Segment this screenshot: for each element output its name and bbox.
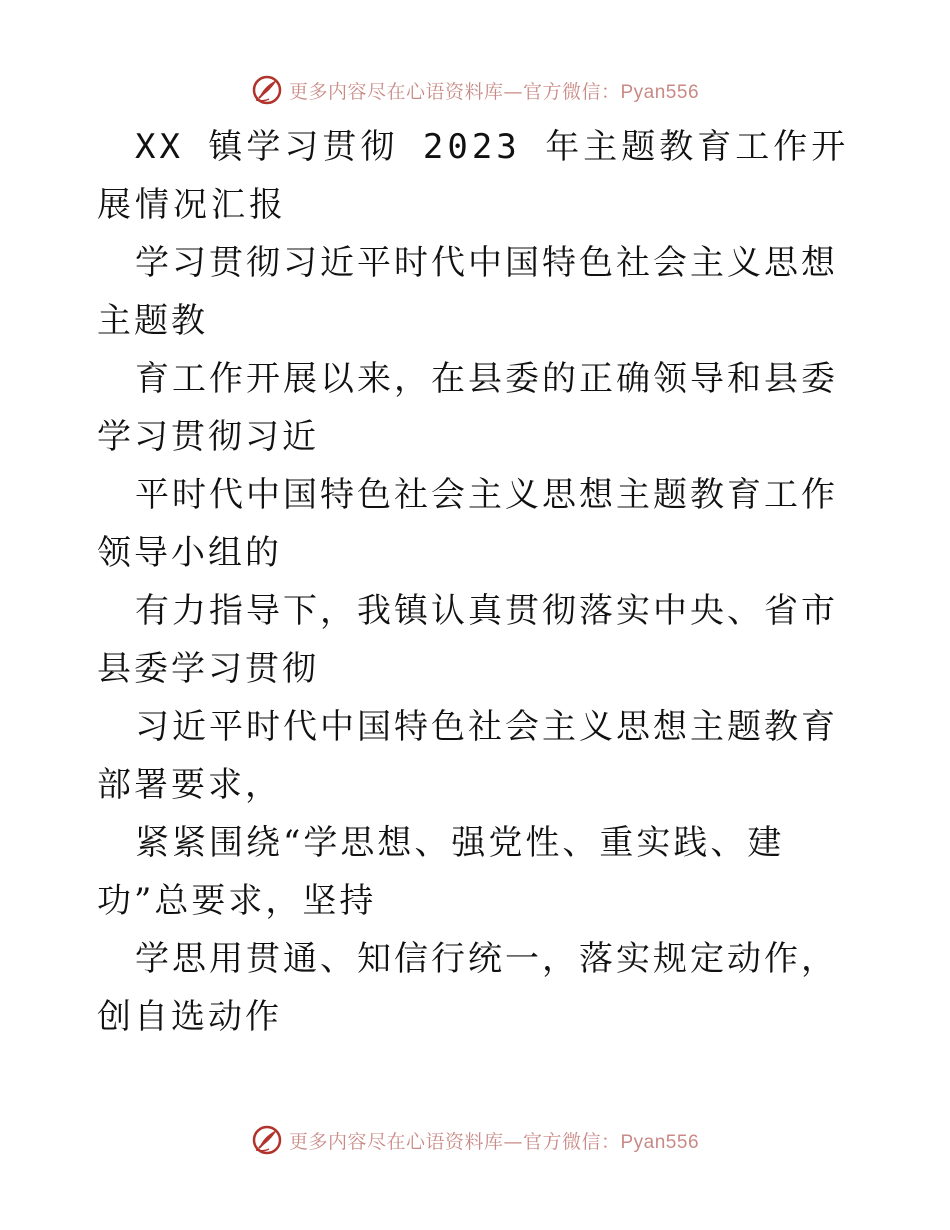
document-paragraph: 紧紧围绕“学思想、强党性、重实践、建功”总要求，坚持 (97, 823, 785, 921)
document-paragraph: 学习贯彻习近平时代中国特色社会主义思想主题教 (97, 243, 838, 341)
header-wechat-id: Pyan556 (620, 81, 700, 103)
document-body (97, 118, 857, 1046)
document-paragraph: 平时代中国特色社会主义思想主题教育工作领导小组的 (97, 475, 838, 573)
footer-wechat-id: Pyan556 (620, 1131, 700, 1153)
document-paragraph: 习近平时代中国特色社会主义思想主题教育部署要求， (97, 707, 838, 805)
header-watermark-banner (0, 70, 950, 110)
footer-watermark-banner (0, 1120, 950, 1160)
quill-pen-logo-icon (251, 1124, 283, 1156)
header-watermark-text (289, 77, 699, 104)
document-paragraph: 育工作开展以来，在县委的正确领导和县委学习贯彻习近 (97, 359, 838, 457)
quill-pen-logo-icon (251, 74, 283, 106)
document-paragraph: 学思用贯通、知信行统一，落实规定动作，创自选动作 (97, 939, 838, 1037)
document-title: XX 镇学习贯彻 2023 年主题教育工作开展情况汇报 (97, 127, 850, 225)
footer-watermark-label: 更多内容尽在心语资料库—官方微信： (288, 1130, 621, 1153)
document-paragraph: 有力指导下，我镇认真贯彻落实中央、省市县委学习贯彻 (97, 591, 838, 689)
header-watermark-label: 更多内容尽在心语资料库—官方微信： (288, 80, 621, 103)
footer-watermark-text (289, 1127, 699, 1154)
